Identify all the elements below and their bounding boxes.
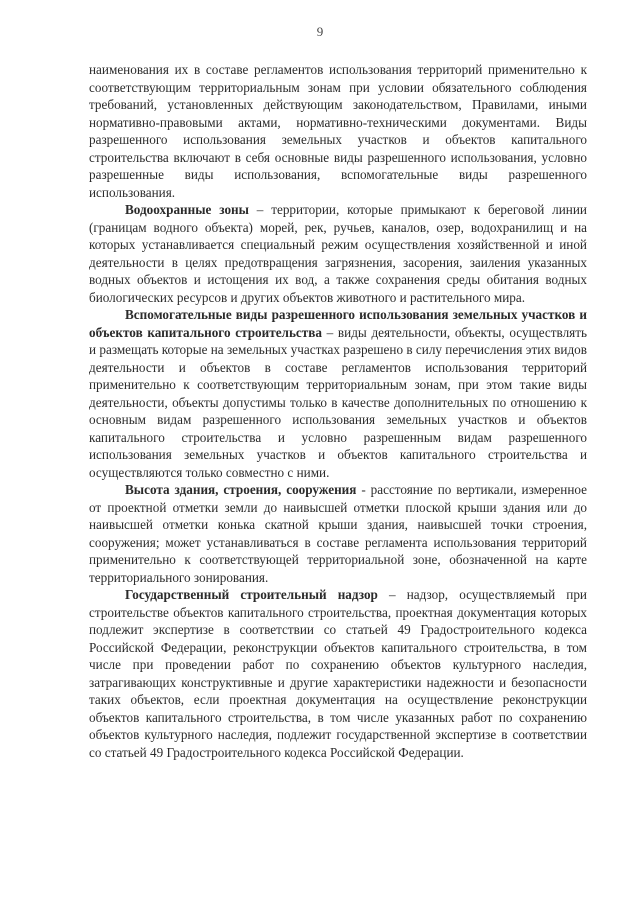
document-body xyxy=(89,61,587,761)
paragraph-building-height xyxy=(89,481,587,586)
page-number: 9 xyxy=(316,24,324,39)
paragraph-land-use-types xyxy=(89,61,587,201)
paragraph-text: - расстояние по вертикали, измеренное от проектной отметки земли до наивысшей отметки плоской крыши здания или до наивысшей отметки конька скатной крыши здания, наивысшей точки строения, сооружения; может устанавливаться в составе регламента использования территорий применительно к соответствующей территориальной зоне, обозначенной на карте территориального зонирования. xyxy=(89,482,587,585)
paragraph-state-construction-supervision xyxy=(89,586,587,761)
paragraph-auxiliary-use-types xyxy=(89,306,587,481)
paragraph-term: Вспомогательные виды разрешенного использования земельных участков и объектов капитального строительства xyxy=(89,307,587,340)
paragraph-text: – виды деятельности, объекты, осуществлять и размещать которые на земельных участках разрешено в силу перечисления этих видов деятельности и объектов в составе регламентов использования территорий применительно к соответствующим территориальным зонам, при этом такие виды деятельности, объекты допустимы только в качестве дополнительных по отношению к основным видам разрешенного использования земельных участков и объектов капитального строительства и условно разрешенным видам разрешенного использования земельных участков и объектов капитального строительства и осуществляются только совместно с ними. xyxy=(89,324,587,480)
paragraph-text: наименования их в составе регламентов использования территорий применительно к соответствующим территориальным зонам при условии обязательного соблюдения требований, установленных действующим законодательством, Правилами, иными нормативно-правовыми актами, нормативно-техническими документами. Виды разрешенного использования земельных участков и объектов капитального строительства включают в себя основные виды разрешенного использования, условно разрешенные виды использования, вспомогательные виды разрешенного использования. xyxy=(89,62,587,200)
paragraph-term: Государственный строительный надзор xyxy=(125,587,378,602)
paragraph-text: – надзор, осуществляемый при строительстве объектов капитального строительства, проектная документация которых подлежит экспертизе в соответствии со статьей 49 Градостроительного кодекса Российской Федерации, реконструкции объектов капитального строительства, в том числе при проведении работ по сохранению объектов культурного наследия, затрагивающих конструктивные и другие характеристики надежности и безопасности таких объектов, если проектная документация на осуществление реконструкции объектов капитального строительства, в том числе указанных работ по сохранению объектов культурного наследия, подлежит государственной экспертизе в соответствии со статьей 49 Градостроительного кодекса Российской Федерации. xyxy=(89,587,587,760)
paragraph-water-protection-zones xyxy=(89,201,587,306)
paragraph-text: – территории, которые примыкают к береговой линии (границам водного объекта) морей, рек, ручьев, каналов, озер, водохранилищ и на которых устанавливается специальный режим осуществления хозяйственной и иной деятельности в целях предотвращения загрязнения, засорения, заиления указанных водных объектов и истощения их вод, а также сохранения среды обитания водных биологических ресурсов и других объектов животного и растительного мира. xyxy=(89,202,587,305)
paragraph-term: Водоохранные зоны xyxy=(125,202,249,217)
paragraph-term: Высота здания, строения, сооружения xyxy=(125,482,357,497)
